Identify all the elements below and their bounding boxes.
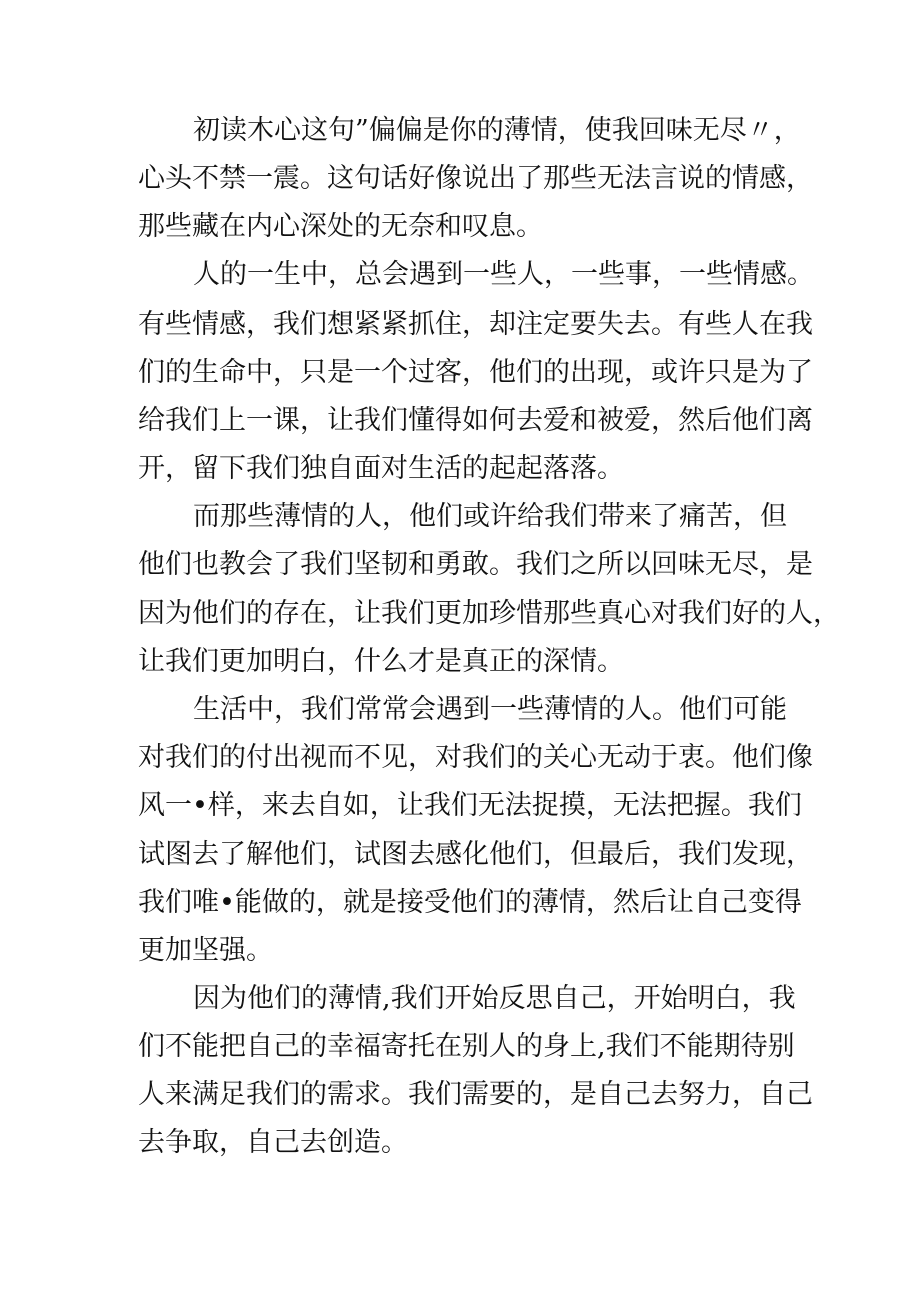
text-line: 人的一生中，总会遇到一些人，一些事，一些情感。	[193, 259, 814, 290]
text-line: 更加坚强。	[138, 935, 273, 966]
text-line: 对我们的付出视而不见，对我们的关心无动于衷。他们像	[138, 742, 813, 773]
text-line: 们不能把自己的幸福寄托在别人的身上,我们不能期待别	[138, 1031, 795, 1062]
text-line: 因为他们的薄情,我们开始反思自己，开始明白，我	[193, 983, 796, 1014]
text-line: 我们唯•能做的，就是接受他们的薄情，然后让自己变得	[138, 887, 802, 918]
text-line: 因为他们的存在，让我们更加珍惜那些真心对我们好的人，	[138, 598, 840, 629]
text-line: 们的生命中，只是一个过客，他们的出现，或许只是为了	[138, 357, 813, 388]
text-line: 试图去了解他们，试图去感化他们，但最后，我们发现，	[138, 839, 813, 870]
text-line: 心头不禁一震。这句话好像说出了那些无法言说的情感，	[138, 163, 813, 194]
text-line: 那些藏在内心深处的无奈和叹息。	[138, 211, 543, 242]
text-line: 让我们更加明白，什么才是真正的深情。	[138, 646, 624, 677]
text-line: 给我们上一课，让我们懂得如何去爱和被爱，然后他们离	[138, 405, 813, 436]
text-line: 风一•样，来去自如，让我们无法捉摸，无法把握。我们	[138, 790, 802, 821]
text-line: 初读木心这句”偏偏是你的薄情，使我回味无尽〃，	[193, 115, 801, 146]
text-line: 去争取，自己去创造。	[138, 1127, 408, 1158]
text-line: 开，留下我们独自面对生活的起起落落。	[138, 453, 624, 484]
text-line: 人来满足我们的需求。我们需要的，是自己去努力，自己	[138, 1079, 813, 1110]
text-line: 有些情感，我们想紧紧抓住，却注定要失去。有些人在我	[138, 309, 813, 340]
text-line: 生活中，我们常常会遇到一些薄情的人。他们可能	[193, 694, 787, 725]
text-line: 而那些薄情的人，他们或许给我们带来了痛苦，但	[193, 501, 787, 532]
text-line: 他们也教会了我们坚韧和勇敢。我们之所以回味无尽，是	[138, 549, 813, 580]
